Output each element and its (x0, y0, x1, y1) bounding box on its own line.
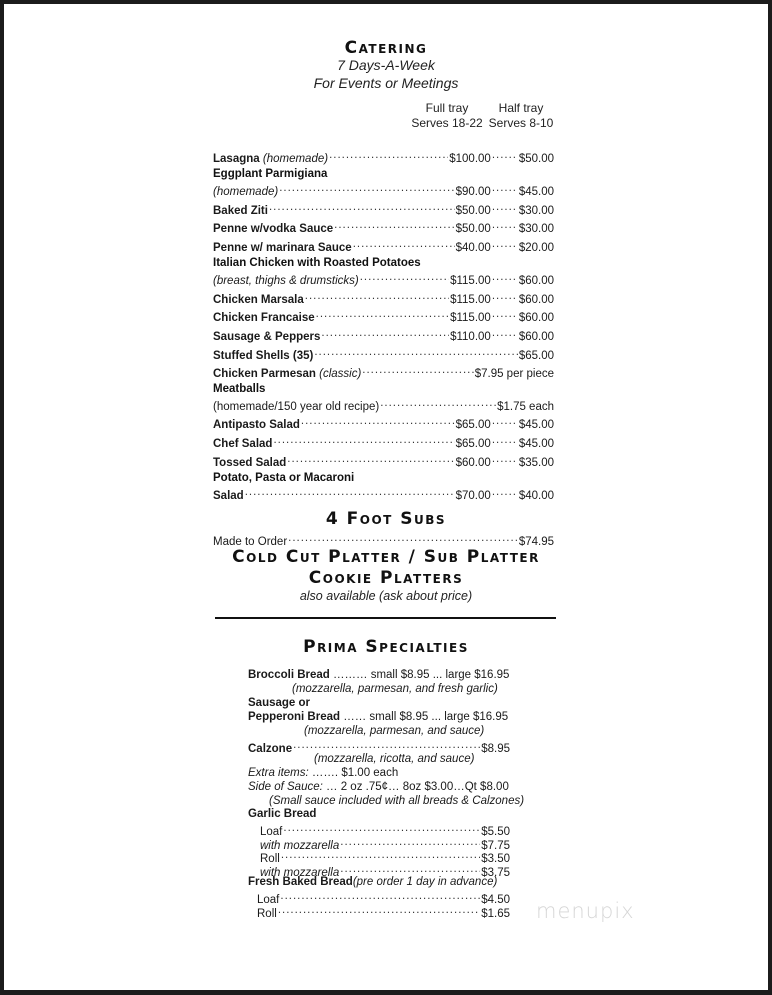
dot-leader (269, 200, 455, 214)
garlic-bread-roll: Roll ..... $3.50 (260, 848, 510, 862)
broccoli-bread-desc: (mozzarella, parmesan, and fresh garlic) (292, 683, 498, 695)
menu-item-penne-vodka: Penne w/vodka Sauce ..... $50.00 ..... $30.00 (213, 218, 554, 232)
full-tray-header (409, 101, 485, 131)
garlic-bread-roll-mozzarella: with mozzarella ..... $3.75 (260, 862, 510, 876)
dot-leader (492, 270, 518, 284)
half-tray-header (486, 101, 556, 131)
menu-item-chicken-parmesan: Chicken Parmesan (classic) ..... $7.95 per piece (213, 363, 554, 377)
half-price: $30.00 (518, 205, 554, 217)
platter-note: also available (ask about price) (299, 589, 473, 603)
dot-leader (360, 270, 449, 284)
subs-title: 4 Foot Subs (325, 509, 447, 529)
dot-leader (334, 218, 454, 232)
dot-leader (340, 835, 480, 849)
full-price: $50.00 (455, 205, 491, 217)
catering-title: Catering (344, 38, 428, 58)
half-price: $60.00 (518, 331, 554, 343)
menu-item-potato-pasta-name: Potato, Pasta or Macaroni (213, 472, 355, 484)
half-price: $30.00 (518, 223, 554, 235)
menu-item-chicken-marsala: Chicken Marsala ..... $115.00 ..... $60.00 (213, 289, 554, 303)
price: $74.95 (518, 536, 554, 548)
dot-leader (281, 848, 480, 862)
dot-leader (492, 433, 518, 447)
price: $7.95 per piece (474, 368, 554, 380)
dot-leader (492, 181, 518, 195)
half-price: $60.00 (518, 312, 554, 324)
half-price: $35.00 (518, 457, 554, 469)
platter-title: Cold Cut Platter / Sub Platter (232, 547, 540, 567)
dot-leader (287, 452, 454, 466)
half-price: $45.00 (518, 419, 554, 431)
dot-leader (301, 414, 455, 428)
menu-item-lasagna: Lasagna (homemade) ..... $100.00 ..... $50.00 (213, 148, 554, 162)
full-price: $100.00 (449, 153, 491, 165)
dot-leader (279, 181, 454, 195)
dot-leader (245, 485, 455, 499)
full-tray-serves: Serves 18-22 (411, 116, 483, 130)
full-price: $115.00 (450, 275, 491, 287)
full-price: $50.00 (455, 223, 491, 235)
broccoli-bread: Broccoli Bread ……… small $8.95 ... large $16.95 (248, 669, 510, 681)
menu-item-penne-marinara: Penne w/ marinara Sauce ..... $40.00 ..... $20.00 (213, 237, 554, 251)
dot-leader (353, 237, 455, 251)
price: $65.00 (518, 350, 554, 362)
dot-leader (492, 326, 518, 340)
fresh-baked-bread-title: Fresh Baked Bread(pre order 1 day in advance) (248, 876, 498, 888)
full-price: $65.00 (455, 419, 491, 431)
garlic-bread-loaf-mozzarella: with mozzarella ..... $7.75 (260, 835, 510, 849)
dot-leader (340, 862, 480, 876)
dot-leader (492, 289, 518, 303)
menu-item-italian-chicken-name: Italian Chicken with Roasted Potatoes (213, 257, 421, 269)
calzone: Calzone ..... $8.95 (248, 738, 510, 752)
dot-leader (492, 452, 518, 466)
half-price: $40.00 (518, 490, 554, 502)
specialties-title: Prima Specialties (303, 637, 469, 657)
half-price: $20.00 (518, 242, 554, 254)
dot-leader (321, 326, 449, 340)
price: $1.75 each (497, 401, 554, 413)
dot-leader (283, 821, 480, 835)
pepperoni-bread-desc: (mozzarella, parmesan, and sauce) (304, 725, 485, 737)
half-tray-label: Half tray (498, 101, 544, 115)
dot-leader (288, 531, 518, 545)
garlic-bread-loaf: Loaf ..... $5.50 (260, 821, 510, 835)
pepperoni-bread: Pepperoni Bread …… small $8.95 ... large $16.95 (248, 711, 509, 723)
menu-item-meatballs-name: Meatballs (213, 383, 266, 395)
menu-item-meatballs: (homemade/150 year old recipe) ..... $1.75 each (213, 396, 554, 410)
half-price: $45.00 (518, 186, 554, 198)
half-price: $60.00 (518, 294, 554, 306)
menu-item-stuffed-shells: Stuffed Shells (35) ..... $65.00 (213, 345, 554, 359)
menu-item-potato-pasta-salad: Salad ..... $70.00 ..... $40.00 (213, 485, 554, 499)
menu-item-antipasto-salad: Antipasto Salad ..... $65.00 ..... $45.00 (213, 414, 554, 428)
half-price: $60.00 (518, 275, 554, 287)
cookie-platters-title: Cookie Platters (308, 568, 464, 588)
full-price: $115.00 (450, 294, 491, 306)
full-price: $110.00 (450, 331, 491, 343)
dot-leader (492, 148, 518, 162)
sauce-note: (Small sauce included with all breads & Calzones) (269, 795, 525, 807)
menupix-watermark: menupix (536, 899, 635, 923)
side-of-sauce: Side of Sauce: … 2 oz .75¢… 8oz $3.00…Qt $8.00 (248, 781, 509, 793)
garlic-bread-title: Garlic Bread (248, 808, 317, 820)
half-tray-serves: Serves 8-10 (488, 116, 554, 130)
dot-leader (314, 345, 517, 359)
menu-item-baked-ziti: Baked Ziti ..... $50.00 ..... $30.00 (213, 200, 554, 214)
section-divider (215, 617, 556, 619)
calzone-desc: (mozzarella, ricotta, and sauce) (314, 753, 475, 765)
dot-leader (492, 485, 518, 499)
dot-leader (362, 363, 473, 377)
dot-leader (492, 218, 518, 232)
subs-made-to-order: Made to Order ..... $74.95 (213, 531, 554, 545)
dot-leader (492, 237, 518, 251)
full-tray-label: Full tray (425, 101, 469, 115)
dot-leader (380, 396, 496, 410)
full-price: $65.00 (455, 438, 491, 450)
full-price: $60.00 (455, 457, 491, 469)
full-price: $90.00 (455, 186, 491, 198)
dot-leader (273, 433, 454, 447)
menu-item-sausage-peppers: Sausage & Peppers ..... $110.00 ..... $60.00 (213, 326, 554, 340)
dot-leader (492, 307, 518, 321)
dot-leader (492, 414, 518, 428)
catering-subtitle-days: 7 Days-A-Week (337, 57, 435, 73)
menu-page (4, 4, 768, 990)
menu-item-chef-salad: Chef Salad ..... $65.00 ..... $45.00 (213, 433, 554, 447)
full-price: $40.00 (455, 242, 491, 254)
menu-item-eggplant-name: Eggplant Parmigiana (213, 168, 328, 180)
catering-subtitle-events: For Events or Meetings (313, 75, 459, 91)
dot-leader (293, 738, 480, 752)
menu-item-italian-chicken: (breast, thighs & drumsticks) ..... $115.00 ..... $60.00 (213, 270, 554, 284)
dot-leader (305, 289, 449, 303)
dot-leader (492, 200, 518, 214)
fresh-bread-loaf: Loaf ..... $4.50 (257, 889, 510, 903)
menu-item-tossed-salad: Tossed Salad ..... $60.00 ..... $35.00 (213, 452, 554, 466)
dot-leader (329, 148, 448, 162)
extra-items: Extra items: ……. $1.00 each (248, 767, 399, 779)
sausage-bread-name: Sausage or (248, 697, 310, 709)
full-price: $70.00 (455, 490, 491, 502)
menu-item-chicken-francaise: Chicken Francaise ..... $115.00 ..... $60.00 (213, 307, 554, 321)
half-price: $45.00 (518, 438, 554, 450)
dot-leader (280, 889, 480, 903)
half-price: $50.00 (518, 153, 554, 165)
dot-leader (278, 903, 480, 917)
dot-leader (316, 307, 449, 321)
full-price: $115.00 (450, 312, 491, 324)
menu-item-eggplant: (homemade) ..... $90.00 ..... $45.00 (213, 181, 554, 195)
fresh-bread-roll: Roll ..... $1.65 (257, 903, 510, 917)
